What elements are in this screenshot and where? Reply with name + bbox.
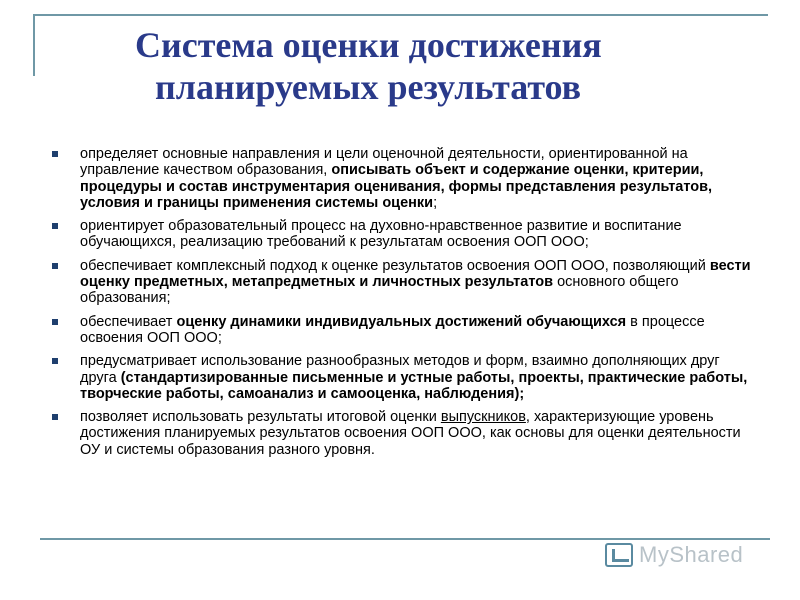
- watermark-logo: [605, 540, 743, 570]
- bullet-text: , характеризующие уровень достижения планируемых результатов освоения ООП ООО, как основы для оценки деятельности ОУ и системы образования разного уровня.: [80, 409, 741, 458]
- bullet-text: основного общего образования;: [80, 274, 679, 307]
- bullet-square-icon: [52, 223, 58, 229]
- bullet-text: в процессе освоения ООП ООО;: [80, 313, 705, 346]
- slide-title-line-2: планируемых результатов: [155, 67, 582, 107]
- bullet-item-2: [50, 218, 760, 251]
- bullet-text: предусматривает использование разнообразных методов и форм, взаимно дополняющих друг друга: [80, 353, 720, 386]
- presentation-chart-icon: [605, 543, 633, 567]
- bullet-text: определяет основные направления и цели оценочной деятельности, ориентированной на управление качеством образования,: [80, 146, 688, 179]
- bullet-text: позволяет использовать результаты итоговой оценки: [80, 409, 441, 426]
- watermark-text: MyShared: [639, 542, 744, 567]
- bullet-text: ;: [433, 194, 438, 211]
- bullet-bold-text: описывать объект и содержание оценки, критерии, процедуры и состав инструментария оценивания, формы представления результатов, условия и границы применения системы оценки: [80, 162, 713, 211]
- bullet-bold-text: оценку динамики индивидуальных достижений обучающихся: [176, 313, 627, 330]
- slide-title-line-1: Система оценки достижения: [135, 25, 602, 65]
- bullet-item-4: [50, 314, 760, 347]
- bullet-item-3: [50, 258, 760, 307]
- bullet-item-5: [50, 353, 760, 402]
- bullet-square-icon: [52, 414, 58, 420]
- bullet-text: обеспечивает: [80, 313, 177, 330]
- bullet-item-6: [50, 409, 760, 458]
- bullet-bold-text: вести оценку предметных, метапредметных и личностных результатов: [80, 257, 751, 291]
- bullet-square-icon: [52, 263, 58, 269]
- bullet-underlined-text: выпускников: [440, 409, 526, 426]
- bullet-text: обеспечивает комплексный подход к оценке результатов освоения ООП ООО, позволяющий: [80, 257, 710, 274]
- slide-title: [100, 24, 760, 108]
- left-rule: [33, 14, 35, 76]
- bullet-item-1: [50, 146, 760, 211]
- top-rule: [33, 14, 768, 16]
- bullet-square-icon: [52, 151, 58, 157]
- bullet-square-icon: [52, 319, 58, 325]
- bullet-square-icon: [52, 358, 58, 364]
- bullet-list: [50, 146, 760, 465]
- bullet-text: ориентирует образовательный процесс на духовно-нравственное развитие и воспитание обучающихся, реализацию требований к результатам освоения ООП ООО;: [80, 218, 682, 251]
- bullet-bold-text: (стандартизированные письменные и устные работы, проекты, практические работы, творческие работы, самоанализ и самооценка, наблюдения);: [80, 369, 748, 402]
